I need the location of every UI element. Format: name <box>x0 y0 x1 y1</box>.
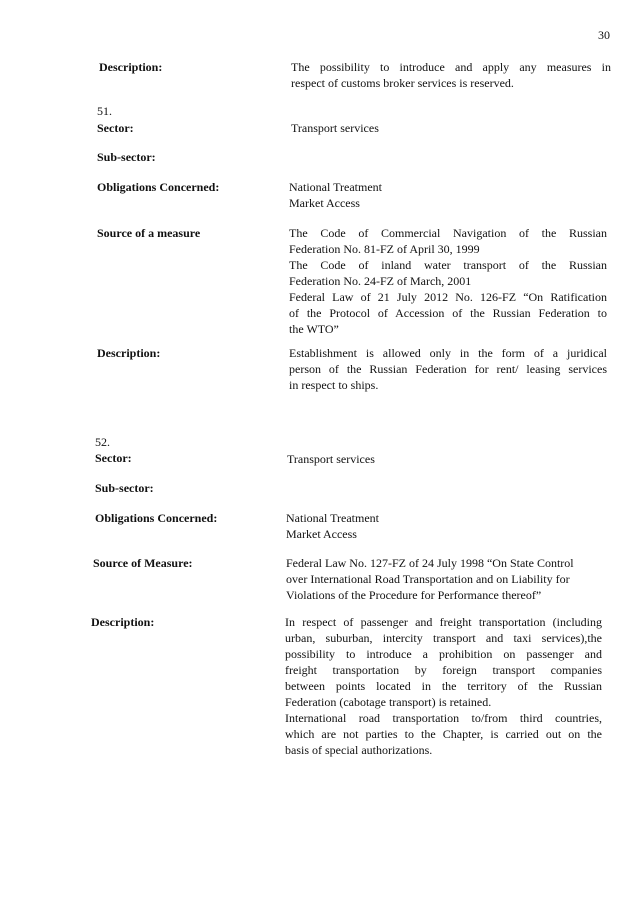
source-label: Source of Measure: <box>93 556 193 570</box>
description-line: which are not parties to the Chapter, is carried out on the <box>285 727 602 741</box>
sector-value: Transport services <box>291 121 379 135</box>
source-line: Federal Law No. 127-FZ of 24 July 1998 “On State Control <box>286 556 574 570</box>
obligations-label: Obligations Concerned: <box>97 180 220 194</box>
description-line: urban, suburban, intercity transport and taxi services),the <box>285 631 602 645</box>
sector-value: Transport services <box>287 452 375 466</box>
subsector-label: Sub-sector: <box>97 150 156 164</box>
sector-label: Sector: <box>95 451 132 465</box>
subsector-label: Sub-sector: <box>95 481 154 495</box>
source-line: of the Protocol of Accession of the Russian Federation to <box>289 306 607 320</box>
description-label: Description: <box>97 346 161 360</box>
description-line: respect of customs broker services is reserved. <box>291 76 514 90</box>
description-line: person of the Russian Federation for rent/ leasing services <box>289 362 607 376</box>
obligations-text <box>289 179 382 211</box>
sector-label: Sector: <box>97 121 134 135</box>
description-line: between points located in the territory of the Russian <box>285 679 602 693</box>
description-line: Federation (cabotage transport) is retained. <box>285 695 492 709</box>
source-line: The Code of Commercial Navigation of the Russian <box>289 226 607 240</box>
description-line: International road transportation to/from third countries, <box>285 711 602 725</box>
description-text <box>285 614 602 758</box>
source-line: over International Road Transportation and on Liability for <box>286 572 570 586</box>
obligation-item: Market Access <box>286 527 357 541</box>
description-line: Establishment is allowed only in the form of a juridical <box>289 346 607 360</box>
entry-number: 52. <box>95 435 110 449</box>
description-line: in respect to ships. <box>289 378 379 392</box>
obligation-item: National Treatment <box>286 511 379 525</box>
obligations-label: Obligations Concerned: <box>95 511 218 525</box>
source-label: Source of a measure <box>97 226 201 240</box>
source-line: The Code of inland water transport of the Russian <box>289 258 607 272</box>
entry-number: 51. <box>97 104 112 118</box>
obligations-text <box>286 510 379 542</box>
source-text <box>286 555 574 603</box>
source-line: Violations of the Procedure for Performance thereof” <box>286 588 542 602</box>
source-line: Federation No. 81-FZ of April 30, 1999 <box>289 242 480 256</box>
description-line: possibility to introduce a prohibition on passenger and <box>285 647 602 661</box>
obligation-item: National Treatment <box>289 180 382 194</box>
description-line: The possibility to introduce and apply any measures in <box>291 60 611 74</box>
description-line: In respect of passenger and freight transportation (including <box>285 615 602 629</box>
description-text <box>289 345 607 393</box>
source-line: Federation No. 24-FZ of March, 2001 <box>289 274 472 288</box>
description-label: Description: <box>91 615 155 629</box>
source-text <box>289 225 607 337</box>
description-text <box>291 59 611 91</box>
source-line: Federal Law of 21 July 2012 No. 126-FZ “On Ratification <box>289 290 607 304</box>
description-label: Description: <box>99 60 163 74</box>
description-line: basis of special authorizations. <box>285 743 433 757</box>
obligation-item: Market Access <box>289 196 360 210</box>
description-line: freight transportation by foreign transport companies <box>285 663 602 677</box>
source-line: the WTO” <box>289 322 339 336</box>
page-number: 30 <box>598 28 610 42</box>
